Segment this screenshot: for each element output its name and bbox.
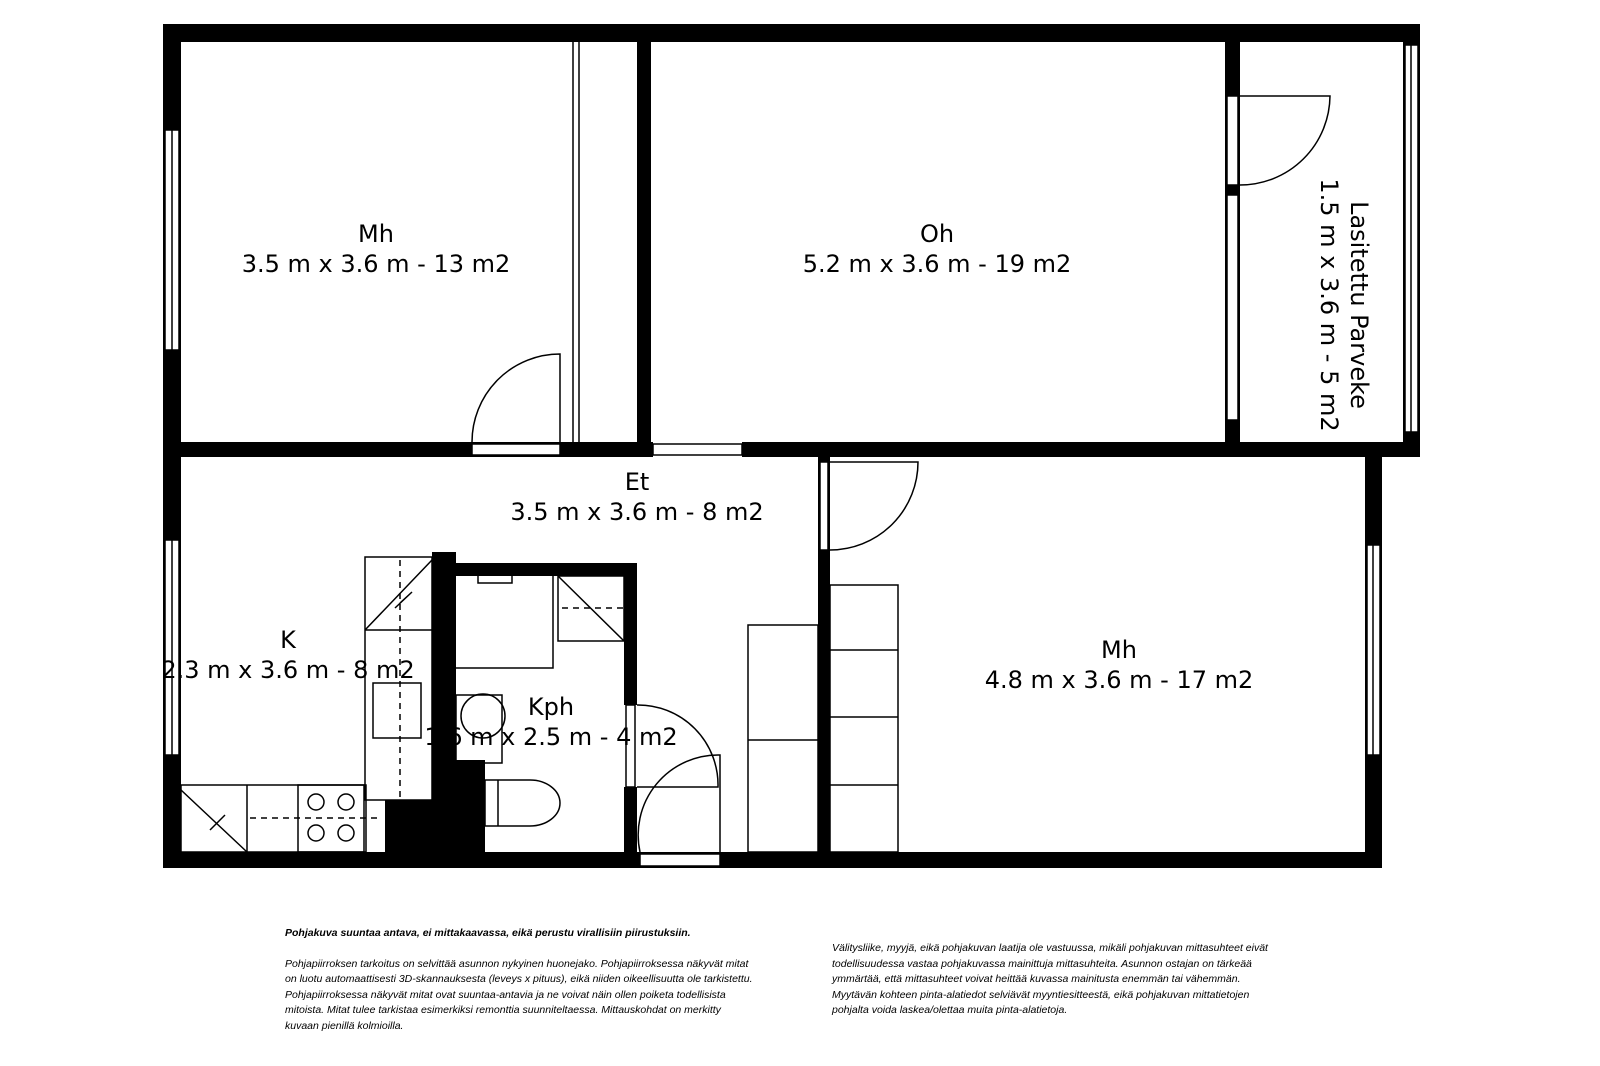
room-name: Lasitettu Parveke <box>1345 201 1373 409</box>
door-swing <box>472 354 560 442</box>
room-name: Mh <box>358 220 394 248</box>
door-swing <box>830 462 918 550</box>
room-dims: 1.6 m x 2.5 m - 4 m2 <box>424 723 678 751</box>
door-swing <box>1240 96 1330 185</box>
room-dims: 2.3 m x 3.6 m - 8 m2 <box>161 656 415 684</box>
disclaimer-right <box>832 941 1282 1034</box>
room-name: Mh <box>1101 636 1137 664</box>
door-swing <box>638 755 720 852</box>
room-dims: 5.2 m x 3.6 m - 19 m2 <box>802 250 1072 278</box>
disclaimer-text: Välitysliike, myyjä, eikä pohjakuvan laatija ole vastuussa, mikäli pohjakuvan mittasuhteet eivät todellisuudessa vastaa pohjakuvassa mainittuja mittasuhteita. Asunnon ostajan on tärkeää ymmärtää, että mittasuhteet voivat heittää kuvassa mainitusta enemmän tai vähemmän. Myytävän kohteen pinta-alatiedot selviävät myyntiesitteestä, eikä pohjakuvan mittatietojen pohjalta voida laskea/olettaa muita pinta-alatietoja. <box>832 942 1268 1016</box>
room-name: K <box>280 626 296 654</box>
room-dims: 3.5 m x 3.6 m - 8 m2 <box>510 498 764 526</box>
room-name: Et <box>624 468 650 496</box>
room-dims: 4.8 m x 3.6 m - 17 m2 <box>984 666 1254 694</box>
room-dims: 3.5 m x 3.6 m - 13 m2 <box>241 250 511 278</box>
room-dims: 1.5 m x 3.6 m - 5 m2 <box>1315 178 1343 432</box>
room-name: Kph <box>527 693 575 721</box>
room-name: Oh <box>919 220 955 248</box>
disclaimer-text: Pohjapiirroksen tarkoitus on selvittää asunnon nykyinen huonejako. Pohjapiirroksessa näkyvät mitat on luotu automaattisesti 3D-skannauksesta (leveys x pituus), eikä niiden oikeellisuutta ole tarkistettu. Pohjapiirroksessa näkyvät mitat ovat suuntaa-antavia ja ne voivat näin ollen poiketa todellisista mitoista. Mitat tulee tarkistaa esimerkiksi remonttia suunniteltaessa. Mittauskohdat on merkitty kuvaan pienillä kolmioilla. <box>285 957 753 1032</box>
room-labels <box>161 178 1373 751</box>
disclaimer-left <box>285 926 755 1049</box>
disclaimer-heading: Pohjakuva suuntaa antava, ei mittakaavassa, eikä perustu virallisiin piirustuksiin. <box>285 927 691 939</box>
